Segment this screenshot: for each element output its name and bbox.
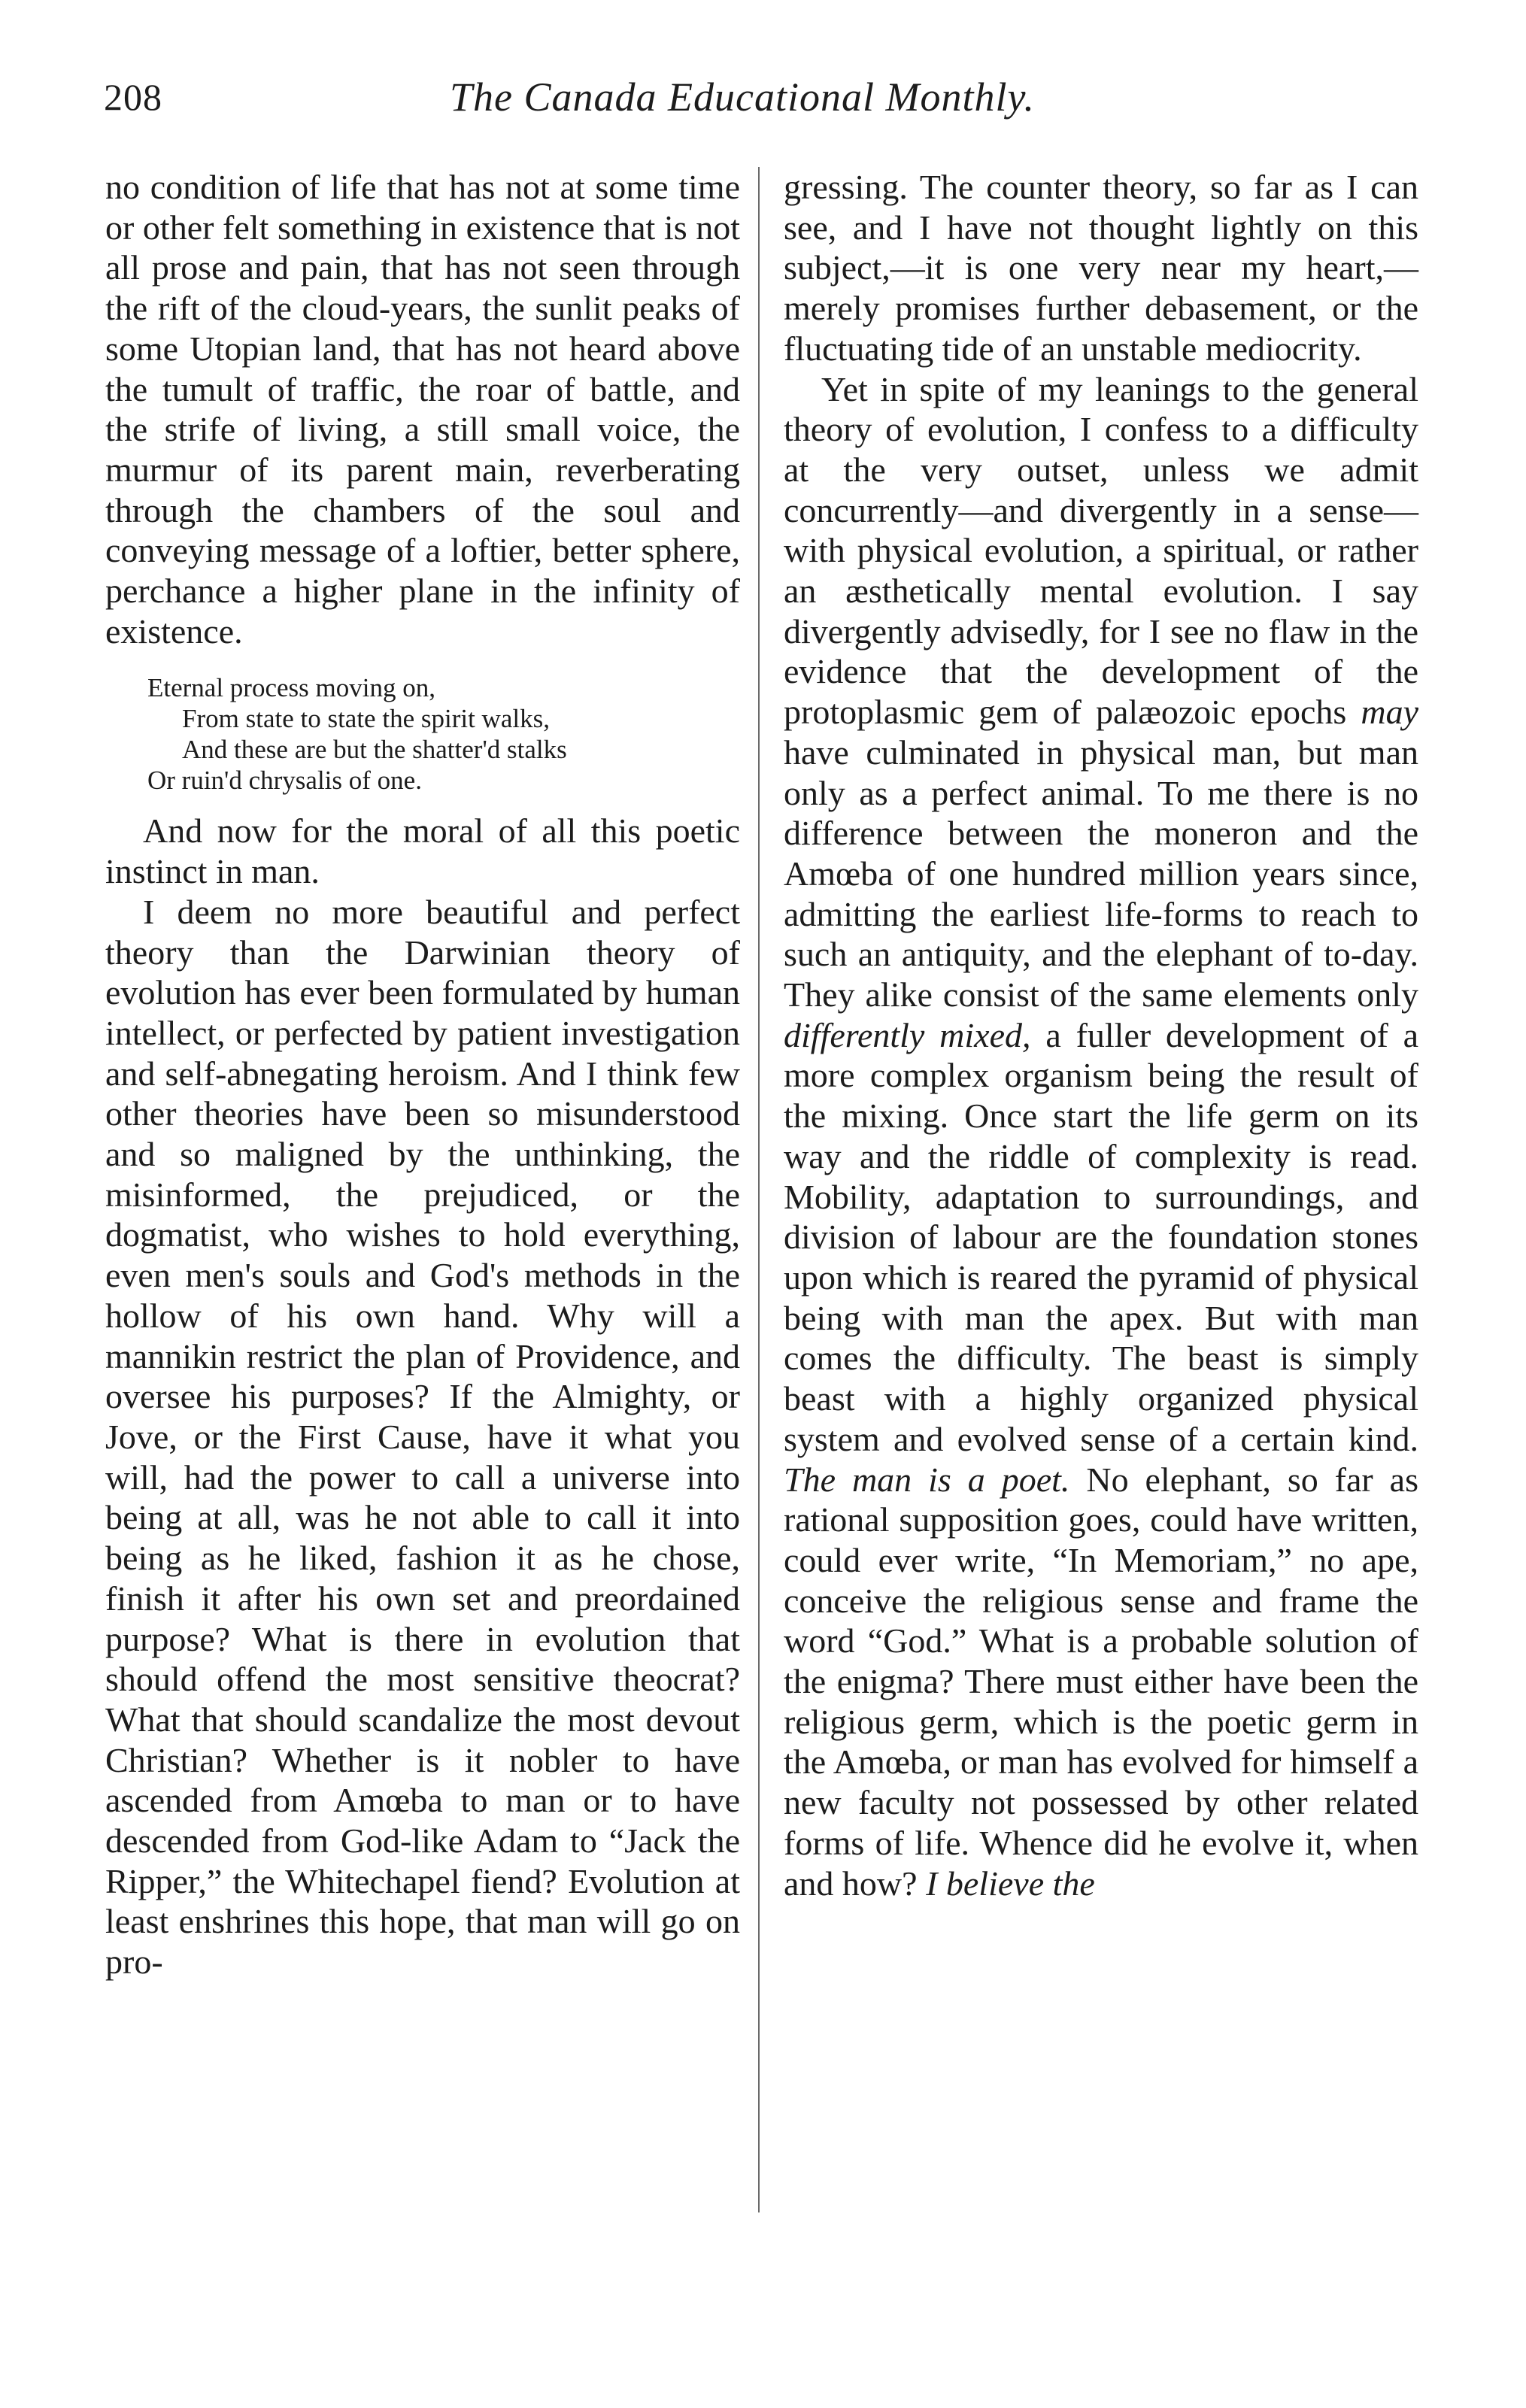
running-title: The Canada Educational Monthly.	[450, 74, 1035, 120]
verse-line-2: From state to state the spirit walks,	[182, 704, 550, 734]
emphasis-man-is-a-poet: The man is a poet.	[784, 1460, 1070, 1499]
emphasis-differently-mixed: differently mixed,	[784, 1015, 1031, 1054]
right-paragraph-1: gressing. The counter theory, so far as I can see, and I have not thought lightly on this subject,—it is one very near my heart,—merely promises further debasement, or the fluctuating tide of an unstable mediocrity.	[784, 168, 1418, 368]
left-paragraph-2: And now for the moral of all this poetic instinct in man.	[105, 811, 740, 891]
right-column	[784, 167, 1418, 1903]
emphasis-i-believe-the: I believe the	[926, 1864, 1095, 1903]
right-paragraph-2-part-a: Yet in spite of my leanings to the general theory of evolution, I confess to a difficulty at the very outset, unless we admit concurrently—and divergently in a sense—with physical evolution, a spiritual, or rather an æsthetically mental evolution. I say divergently advisedly, for I see no flaw in the evidence that the development of the protoplasmic gem of palæozoic epochs	[784, 369, 1418, 732]
verse-quote	[147, 672, 740, 796]
verse-line-4: Or ruin'd chrysalis of one.	[147, 766, 422, 796]
emphasis-may: may	[1361, 693, 1418, 732]
left-paragraph-1: no condition of life that has not at some time or other felt something in existence that is not all prose and pain, that has not seen through the rift of the cloud-years, the sunlit peaks of some Utopian land, that has not heard above the tumult of traffic, the roar of battle, and the strife of living, a still small voice, the murmur of its parent main, reverberating through the chambers of the soul and conveying message of a loftier, better sphere, perchance a higher plane in the infinity of existence.	[105, 168, 740, 651]
verse-line-3: And these are but the shatter'd stalks	[182, 735, 567, 765]
page-header	[104, 75, 1412, 135]
right-paragraph-2-part-d: No elephant, so far as rational supposition goes, could have written, could ever write, “In Memoriam,” no ape, conceive the religious sense and frame the word “God.” What is a probable solution of the enigma? There must either have been the religious germ, which is the poetic germ in the Amœba, or man has evolved for himself a new faculty not possessed by other related forms of life. Whence did he evolve it, when and how?	[784, 1460, 1418, 1903]
left-paragraph-3: I deem no more beautiful and perfect theory than the Darwinian theory of evolution has ever been formulated by human intellect, or perfected by patient investigation and self-abnegating heroism. And I think few other theories have been so misunderstood and so maligned by the unthinking, the misinformed, the prejudiced, or the dogmatist, who wishes to hold everything, even men's souls and God's methods in the hollow of his own hand. Why will a mannikin restrict the plan of Providence, and oversee his purposes? If the Almighty, or Jove, or the First Cause, have it what you will, had the power to call a universe into being at all, was he not able to call it into being as he liked, fashion it as he chose, finish it after his own set and preordained purpose? What is there in evolution that should offend the most sensitive theocrat? What that should scandalize the most devout Christian? Whether is it nobler to have ascended from Amœba to man or to have descended from God-like Adam to “Jack the Ripper,” the Whitechapel fiend? Evolution at least enshrines this hope, that man will go on pro-	[105, 892, 740, 1982]
right-paragraph-2	[784, 369, 1418, 1904]
left-column	[105, 167, 740, 1982]
verse-line-1: Eternal process moving on,	[147, 673, 435, 703]
right-paragraph-2-part-c: a fuller development of a more complex organism being the result of the mixing. Once start the life germ on its way and the riddle of complexity is read. Mobility, adaptation to surroundings, and division of labour are the foundation stones upon which is reared the pyramid of physical being with man the apex. But with man comes the difficulty. The beast is simply beast with a highly organized physical system and evolved sense of a certain kind.	[784, 1015, 1419, 1458]
column-divider	[758, 167, 760, 2212]
right-paragraph-2-part-b: have culminated in physical man, but man only as a perfect animal. To me there is no difference between the moneron and the Amœba of one hundred million years since, admitting the earliest life-forms to reach to such an antiquity, and the elephant of to-day. They alike consist of the same elements only	[784, 732, 1418, 1014]
page-number: 208	[104, 76, 162, 118]
